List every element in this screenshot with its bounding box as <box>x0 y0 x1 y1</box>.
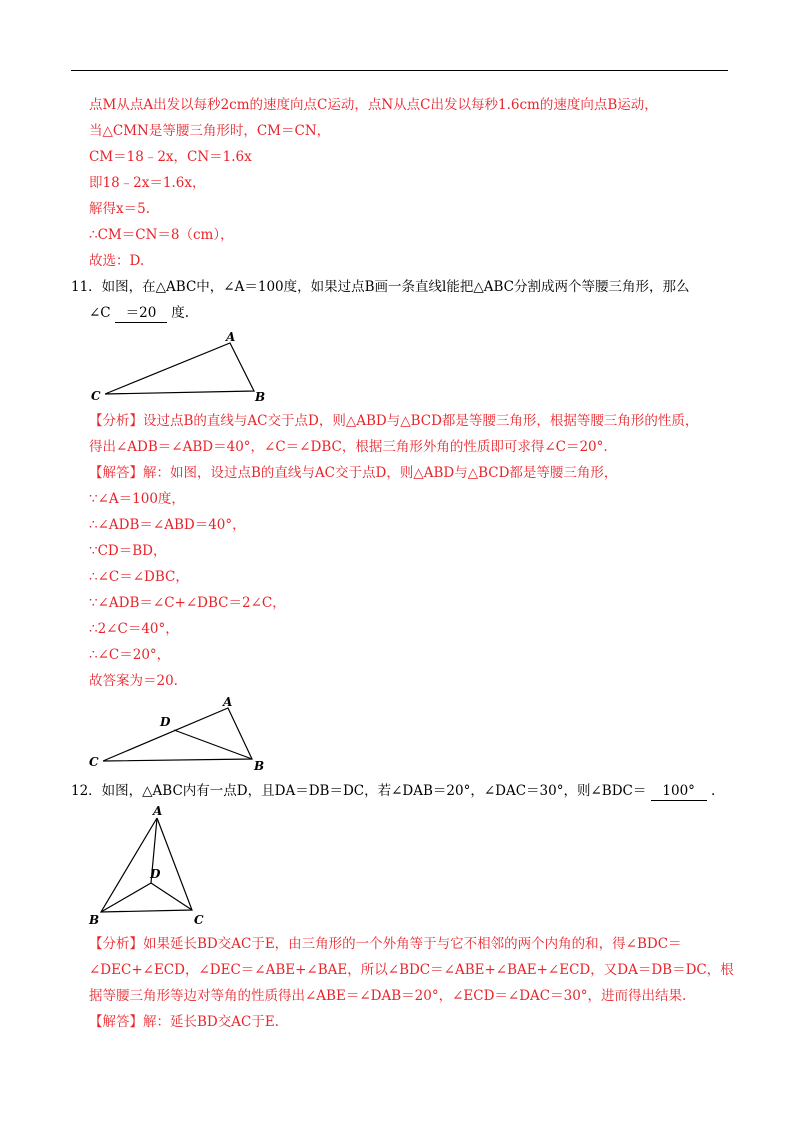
label-c: C <box>89 755 99 769</box>
solution-line: ∴2∠C＝40°， <box>89 621 179 637</box>
label-a: A <box>153 804 163 818</box>
question-11-prefix: ∠C <box>89 305 111 321</box>
label-c: C <box>91 389 101 403</box>
triangle-figure-abcd-split <box>86 695 276 773</box>
solution-line: 即18﹣2x＝1.6x， <box>89 175 206 191</box>
question-12-prefix: 12．如图，△ABC内有一点D，且DA＝DB＝DC，若∠DAB＝20°，∠DAC＝30°，则∠BDC＝ <box>71 783 647 799</box>
label-d: D <box>150 867 161 881</box>
analysis-line: 得出∠ADB＝∠ABD＝40°，∠C＝∠DBC，根据三角形外角的性质即可求得∠C＝20°. <box>89 439 608 455</box>
label-c: C <box>194 913 204 927</box>
analysis-line: 【分析】如果延长BD交AC于E，由三角形的一个外角等于与它不相邻的两个内角的和，得∠BDC＝ <box>89 936 682 952</box>
solution-line: ∴∠C＝20°， <box>89 647 171 663</box>
solution-line: ∴∠C＝∠DBC， <box>89 569 189 585</box>
label-b: B <box>89 913 100 927</box>
question-12-text <box>71 782 715 801</box>
header-rule <box>71 70 728 71</box>
label-a: A <box>226 330 236 344</box>
solution-line: ∴∠ADB＝∠ABD＝40°， <box>89 517 246 533</box>
question-11-answer: ＝20 <box>115 304 167 323</box>
label-b: B <box>254 759 265 773</box>
solution-line: 点M从点A出发以每秒2cm的速度向点C运动，点N从点C出发以每秒1.6cm的速度向点B运动， <box>89 97 658 113</box>
solution-line: CM＝18﹣2x，CN＝1.6x <box>89 149 252 165</box>
solution-line: 当△CMN是等腰三角形时，CM＝CN， <box>89 123 331 139</box>
solution-line: 故答案为＝20. <box>89 673 178 689</box>
triangle-abc-outline <box>103 708 252 761</box>
solution-line: ∵∠ADB＝∠C+∠DBC＝2∠C， <box>89 595 286 611</box>
solution-line: 【解答】解：延长BD交AC于E. <box>89 1014 279 1030</box>
label-b: B <box>255 390 266 404</box>
solution-line: 解得x＝5. <box>89 201 150 217</box>
analysis-line: 【分析】设过点B的直线与AC交于点D，则△ABD与△BCD都是等腰三角形，根据等腰三角形的性质， <box>89 413 699 429</box>
triangle-figure-abc <box>88 328 278 404</box>
question-12-suffix: . <box>710 783 716 799</box>
solution-line: 故选：D. <box>89 253 145 269</box>
segment-cd <box>151 883 192 910</box>
label-a: A <box>223 695 233 709</box>
question-11-text: 11．如图，在△ABC中，∠A＝100度，如果过点B画一条直线l能把△ABC分割成两个等腰三角形，那么 <box>71 279 690 295</box>
question-11-line2 <box>89 304 189 323</box>
label-d: D <box>160 715 171 729</box>
question-11-suffix: 度. <box>171 305 190 321</box>
segment-bd <box>101 883 151 912</box>
solution-line: ∴CM＝CN＝8（cm）， <box>89 227 234 243</box>
solution-line: ∵∠A＝100度， <box>89 491 185 507</box>
triangle-abc-outline <box>105 343 254 394</box>
solution-line: 【解答】解：如图，设过点B的直线与AC交于点D，则△ABD与△BCD都是等腰三角形， <box>89 465 618 481</box>
question-12-answer: 100° <box>651 782 707 801</box>
solution-line: ∵CD＝BD， <box>89 543 167 559</box>
analysis-line: ∠DEC+∠ECD，∠DEC＝∠ABE+∠BAE，所以∠BDC＝∠ABE+∠BAE+∠ECD，又DA＝DB＝DC，根 <box>89 962 734 978</box>
triangle-figure-abc-point-d <box>84 802 214 930</box>
analysis-line: 据等腰三角形等边对等角的性质得出∠ABE＝∠DAB＝20°，∠ECD＝∠DAC＝30°，进而得出结果. <box>89 988 687 1004</box>
triangle-abc-outline <box>101 818 192 912</box>
